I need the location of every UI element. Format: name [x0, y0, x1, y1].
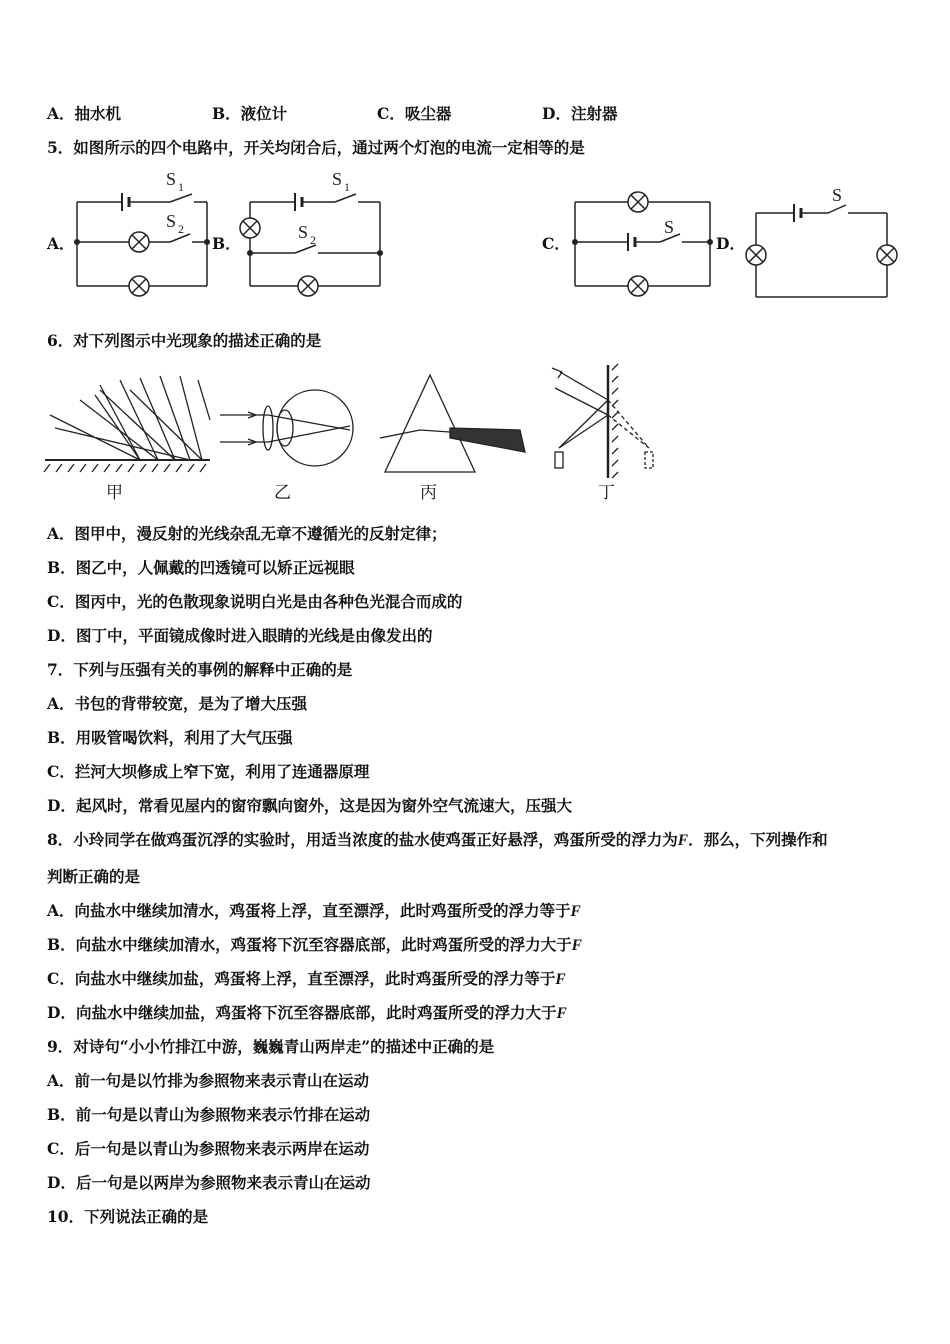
q8-option-d[interactable]	[47, 1001, 567, 1023]
q8-option-b-text: B．向盐水中继续加清水，鸡蛋将下沉至容器底部，此时鸡蛋所受的浮力大于	[47, 935, 572, 954]
q10-stem: 10．下列说法正确的是	[47, 1207, 209, 1226]
switch-sub-b-1: 1	[344, 180, 350, 194]
q5-circuits-svg	[40, 165, 920, 305]
q8-option-a-text: A．向盐水中继续加清水，鸡蛋将上浮，直至漂浮，此时鸡蛋所受的浮力等于	[47, 901, 571, 920]
q8-option-c[interactable]	[47, 967, 566, 989]
q5-label-b[interactable]: B．	[212, 234, 241, 253]
q8-option-a[interactable]	[47, 899, 581, 921]
circuit-c[interactable]	[575, 202, 710, 286]
q8-stem-line2: 判断正确的是	[47, 867, 141, 886]
q4-option-a[interactable]: A．抽水机	[47, 104, 122, 123]
q4-option-c[interactable]: C．吸尘器	[377, 104, 452, 123]
circuit-d[interactable]	[756, 204, 887, 297]
q5-label-c[interactable]: C．	[542, 234, 570, 253]
q8-option-c-var: F	[555, 971, 566, 988]
q5-label-a[interactable]: A．	[47, 234, 75, 253]
figure-bing-prism	[380, 375, 525, 472]
switch-sub-a-1: 1	[178, 180, 184, 194]
switch-sub-b-2: 2	[310, 233, 316, 247]
figure-ding-plane-mirror	[552, 364, 653, 478]
figure-jia-diffuse-reflection	[44, 376, 210, 472]
q8-option-d-text: D．向盐水中继续加盐，鸡蛋将下沉至容器底部，此时鸡蛋所受的浮力大于	[47, 1003, 557, 1022]
q8-option-b-var: F	[571, 937, 582, 954]
switch-label-c: S	[664, 217, 675, 237]
q5-label-d[interactable]: D．	[716, 234, 745, 253]
q6-option-c[interactable]: C．图丙中，光的色散现象说明白光是由各种色光混合而成的	[47, 592, 463, 611]
q9-option-a[interactable]: A．前一句是以竹排为参照物来表示青山在运动	[47, 1071, 370, 1090]
q6-option-a[interactable]: A．图甲中，漫反射的光线杂乱无章不遵循光的反射定律；	[47, 524, 447, 543]
q8-option-b[interactable]	[47, 933, 582, 955]
q9-option-b[interactable]: B．前一句是以青山为参照物来表示竹排在运动	[47, 1105, 371, 1124]
q5-stem: 5．如图所示的四个电路中，开关均闭合后，通过两个灯泡的电流一定相等的是	[47, 138, 585, 157]
q4-option-b[interactable]: B．液位计	[212, 104, 288, 123]
caption-ding: 丁	[598, 483, 615, 503]
caption-yi: 乙	[274, 483, 291, 503]
q7-option-a[interactable]: A．书包的背带较宽，是为了增大压强	[47, 694, 308, 713]
q9-option-c[interactable]: C．后一句是以青山为参照物来表示两岸在运动	[47, 1139, 370, 1158]
q5-circuit-figures	[40, 165, 920, 305]
switch-sub-a-2: 2	[178, 222, 184, 236]
q8-stem-line1	[47, 828, 828, 850]
q8-stem-var: F	[677, 832, 689, 849]
q6-optics-figures	[40, 360, 680, 480]
switch-label-a-s1: S	[166, 169, 177, 189]
q6-stem: 6．对下列图示中光现象的描述正确的是	[47, 331, 322, 350]
q8-option-a-var: F	[570, 903, 581, 920]
caption-jia: 甲	[106, 483, 123, 503]
q6-optics-svg	[40, 360, 680, 480]
figure-yi-eye-lens	[220, 390, 353, 466]
q7-stem: 7．下列与压强有关的事例的解释中正确的是	[47, 660, 353, 679]
q9-stem: 9．对诗句“小小竹排江中游，巍巍青山两岸走”的描述中正确的是	[47, 1037, 495, 1056]
switch-label-b-s2: S	[298, 222, 309, 242]
switch-label-a-s2: S	[166, 211, 177, 231]
q7-option-d[interactable]: D．起风时，常看见屋内的窗帘飘向窗外，这是因为窗外空气流速大，压强大	[47, 796, 572, 815]
caption-bing: 丙	[420, 483, 437, 503]
q9-option-d[interactable]: D．后一句是以两岸为参照物来表示青山在运动	[47, 1173, 371, 1192]
q8-stem-end: ．那么，下列操作和	[688, 830, 828, 849]
q4-option-d[interactable]: D．注射器	[542, 104, 618, 123]
q6-option-b[interactable]: B．图乙中，人佩戴的凹透镜可以矫正远视眼	[47, 558, 355, 577]
q8-option-d-var: F	[556, 1005, 567, 1022]
q6-option-d[interactable]: D．图丁中，平面镜成像时进入眼睛的光线是由像发出的	[47, 626, 433, 645]
q7-option-c[interactable]: C．拦河大坝修成上窄下宽，利用了连通器原理	[47, 762, 370, 781]
q8-option-c-text: C．向盐水中继续加盐，鸡蛋将上浮，直至漂浮，此时鸡蛋所受的浮力等于	[47, 969, 556, 988]
q8-stem-text: 8．小玲同学在做鸡蛋沉浮的实验时，用适当浓度的盐水使鸡蛋正好悬浮，鸡蛋所受的浮力为	[47, 830, 678, 849]
q4-options	[47, 102, 617, 124]
switch-label-d: S	[832, 185, 843, 205]
q7-option-b[interactable]: B．用吸管喝饮料，利用了大气压强	[47, 728, 293, 747]
switch-label-b-s1: S	[332, 169, 343, 189]
